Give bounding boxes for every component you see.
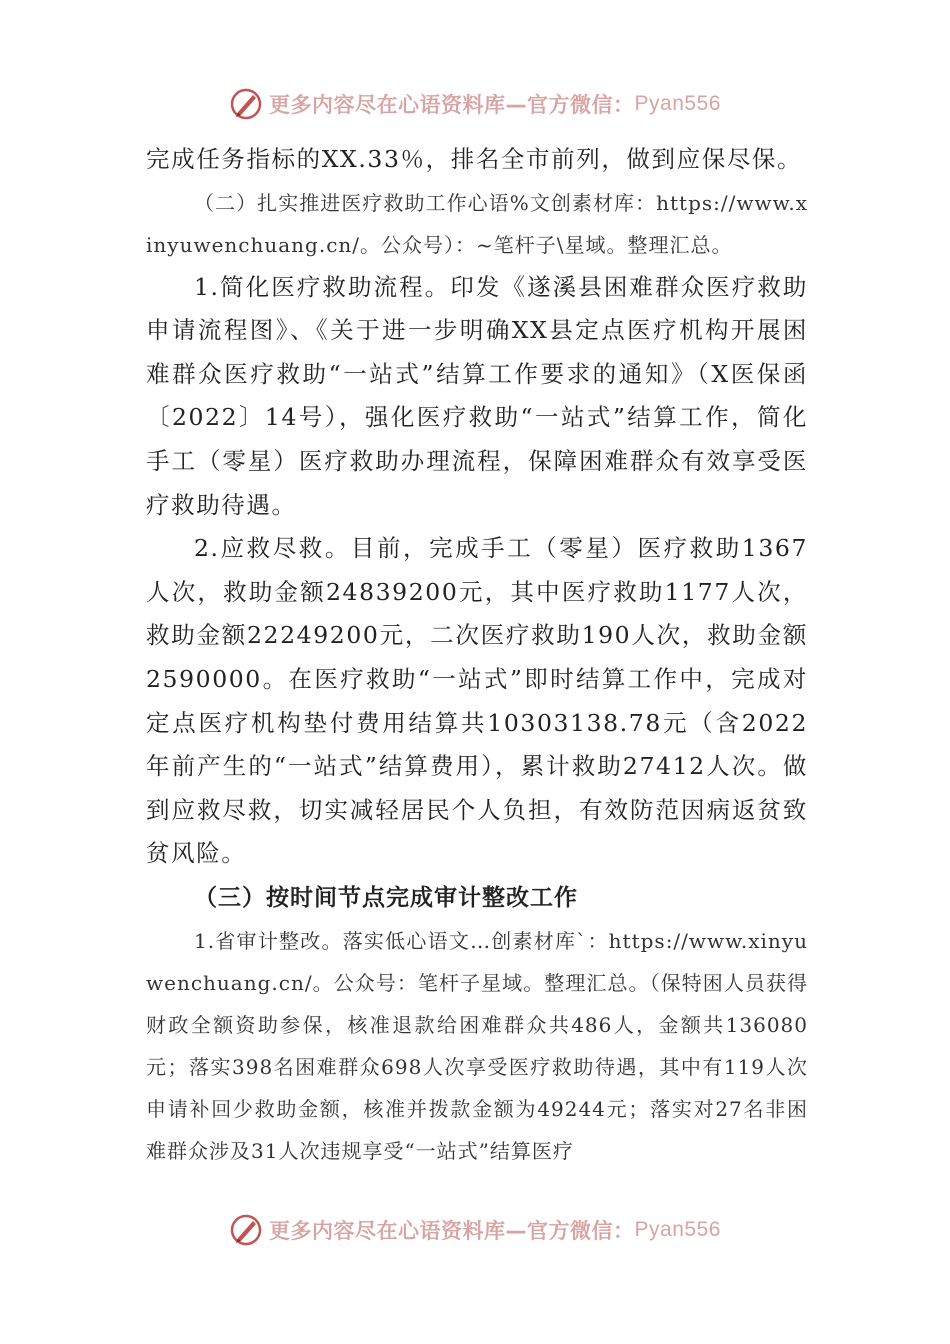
pen-logo-icon bbox=[229, 87, 263, 121]
paragraph-task-completion: 完成任务指标的XX.33％，排名全市前列，做到应保尽保。 bbox=[146, 145, 803, 173]
section-3-heading: （三）按时间节点完成审计整改工作 bbox=[194, 884, 578, 911]
paragraph-audit-rectification: 1.省审计整改。落实低心语文…创素材库`：https://www.xinyuwenchuang.cn/。公众号：笔杆子星域。整理汇总。（保特困人员获得财政全额资助参保，核准退款给困难群众共486人，金额共136080元；落实398名困难群众698人次享受医疗救助待遇，其中有119人次申请补回少救助金额，核准并拨款金额为49244元；落实对27名非困难群众涉及31人次违规享受“一站式”结算医疗 bbox=[146, 928, 808, 1163]
section-2-title: （二）扎实推进医疗救助工作心语%文创素材库：https://www.xinyuwenchuang.cn/。公众号）：~笔杆子\星域。整理汇总。 bbox=[146, 190, 808, 257]
paragraph-simplify-process: 1.简化医疗救助流程。印发《遂溪县困难群众医疗救助申请流程图》、《关于进一步明确XX县定点医疗机构开展困难群众医疗救助“一站式”结算工作要求的通知》（X医保函〔2022〕14号），强化医疗救助“一站式”结算工作，简化手工（零星）医疗救助办理流程，保障困难群众有效享受医疗救助待遇。 bbox=[146, 272, 808, 519]
paragraph-assistance-stats: 2.应救尽救。目前，完成手工（零星）医疗救助1367人次，救助金额24839200元，其中医疗救助1177人次，救助金额22249200元，二次医疗救助190人次，救助金额2590000。在医疗救助“一站式”即时结算工作中，完成对定点医疗机构垫付费用结算共10303138.78元（含2022年前产生的“一站式”结算费用），累计救助27412人次。做到应救尽救，切实减轻居民个人负担，有效防范因病返贫致贫风险。 bbox=[146, 534, 808, 868]
header-watermark-banner bbox=[0, 82, 950, 126]
footer-watermark-banner bbox=[0, 1208, 950, 1252]
pen-logo-icon bbox=[229, 1213, 263, 1247]
banner-wechat-id: Pyan556 bbox=[634, 92, 721, 115]
document-body bbox=[146, 138, 808, 1172]
banner-wechat-id: Pyan556 bbox=[634, 1218, 721, 1241]
banner-text: 更多内容尽在心语资料库—官方微信： bbox=[269, 93, 635, 117]
banner-text: 更多内容尽在心语资料库—官方微信： bbox=[269, 1219, 635, 1243]
